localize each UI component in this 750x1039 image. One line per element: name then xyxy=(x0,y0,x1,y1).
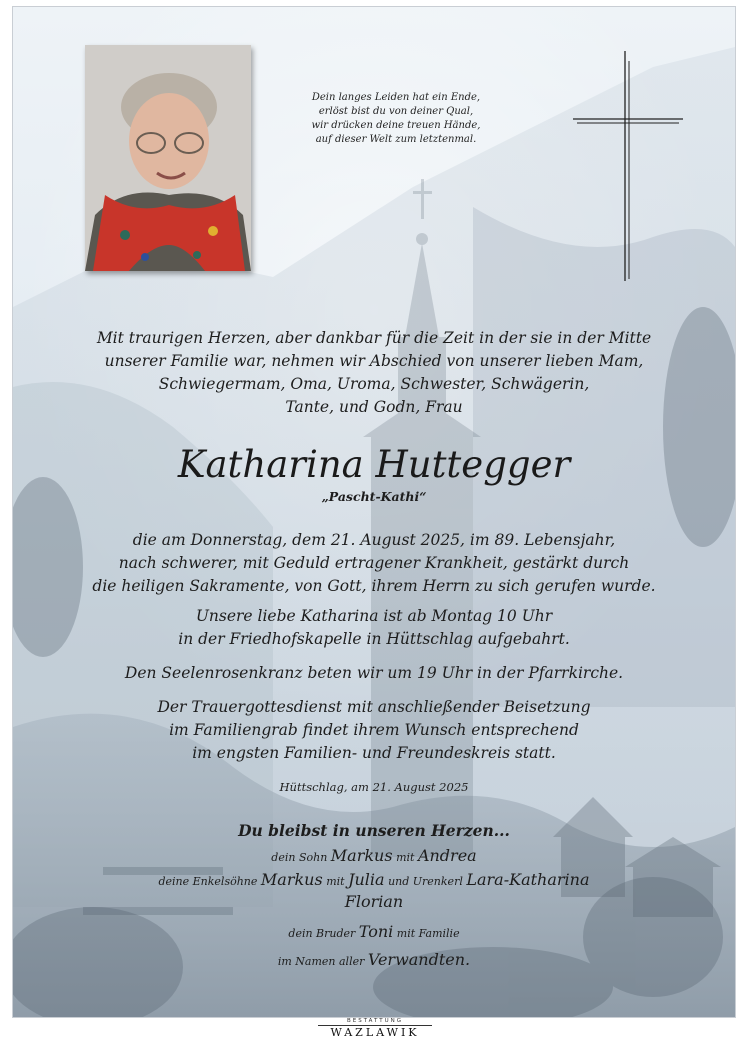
place-and-date: Hüttschlag, am 21. August 2025 xyxy=(279,780,469,794)
portrait-photo xyxy=(85,45,251,271)
death-notice-line: die heiligen Sakramente, von Gott, ihrem Herrn zu sich gerufen wurde. xyxy=(92,577,656,595)
grandsons-prefix: deine Enkelsöhne xyxy=(158,875,258,888)
poem-line: erlöst bist du von deiner Qual, xyxy=(318,106,474,117)
intro-line: Tante, und Godn, Frau xyxy=(285,398,463,416)
death-notice xyxy=(43,529,705,598)
family-relatives xyxy=(33,949,715,973)
intro-text xyxy=(53,327,695,419)
grandson-partner: Julia xyxy=(348,870,385,889)
cross-icon xyxy=(573,51,685,283)
family-grandsons xyxy=(33,869,715,893)
brother-name: Toni xyxy=(358,922,394,941)
deceased-nickname: „Pascht-Kathi“ xyxy=(321,489,427,504)
relatives-word: Verwandten. xyxy=(367,950,471,969)
great-grandchild-name: Lara-Katharina xyxy=(466,870,590,889)
viewing-line: in der Friedhofskapelle in Hüttschlag aufgebahrt. xyxy=(178,630,570,648)
poem-line: Dein langes Leiden hat ein Ende, xyxy=(311,92,481,103)
grandson-with: mit xyxy=(326,875,345,888)
brother-prefix: dein Bruder xyxy=(288,927,356,940)
intro-line: Schwiegermam, Oma, Uroma, Schwester, Schwägerin, xyxy=(158,375,590,393)
grandson-2-name: Florian xyxy=(344,892,404,911)
grandson-name: Markus xyxy=(260,870,323,889)
family-grandson-2 xyxy=(33,891,715,915)
funeral-home-logo xyxy=(300,1018,450,1039)
relatives-prefix: im Namen aller xyxy=(277,955,365,968)
son-prefix: dein Sohn xyxy=(271,851,328,864)
poem-line: auf dieser Welt zum letztenmal. xyxy=(315,134,477,145)
family-son xyxy=(33,845,715,869)
viewing-line: Unsere liebe Katharina ist ab Montag 10 Uhr xyxy=(195,607,553,625)
rosary-line: Den Seelenrosenkranz beten wir um 19 Uhr in der Pfarrkirche. xyxy=(124,664,624,682)
poem-line: wir drücken deine treuen Hände, xyxy=(311,120,481,131)
great-grandchild-prefix: und Urenkerl xyxy=(388,875,463,888)
logo-subtitle: BESTATTUNG xyxy=(346,1018,404,1024)
son-name: Markus xyxy=(330,846,393,865)
memorial-poem xyxy=(281,91,511,147)
death-notice-line: die am Donnerstag, dem 21. August 2025, im 89. Lebensjahr, xyxy=(132,531,616,549)
rosary-notice xyxy=(43,662,705,685)
son-with: mit xyxy=(396,851,415,864)
brother-suffix: mit Familie xyxy=(396,927,460,940)
intro-line: Mit traurigen Herzen, aber dankbar für die Zeit in der sie in der Mitte xyxy=(96,329,652,347)
logo-name: WAZLAWIK xyxy=(330,1026,420,1039)
funeral-line: im Familiengrab findet ihrem Wunsch entsprechend xyxy=(169,721,579,739)
obituary-sheet xyxy=(12,6,736,1018)
funeral-line: im engsten Familien- und Freundeskreis statt. xyxy=(192,744,556,762)
funeral-notice xyxy=(43,696,705,765)
son-partner: Andrea xyxy=(417,846,477,865)
closing-line: Du bleibst in unseren Herzen... xyxy=(238,821,510,840)
viewing-notice xyxy=(43,605,705,651)
family-brother xyxy=(33,921,715,945)
deceased-name: Katharina Huttegger xyxy=(177,443,571,486)
intro-line: unserer Familie war, nehmen wir Abschied von unserer lieben Mam, xyxy=(104,352,644,370)
death-notice-line: nach schwerer, mit Geduld ertragener Krankheit, gestärkt durch xyxy=(118,554,630,572)
funeral-line: Der Trauergottesdienst mit anschließender Beisetzung xyxy=(157,698,591,716)
